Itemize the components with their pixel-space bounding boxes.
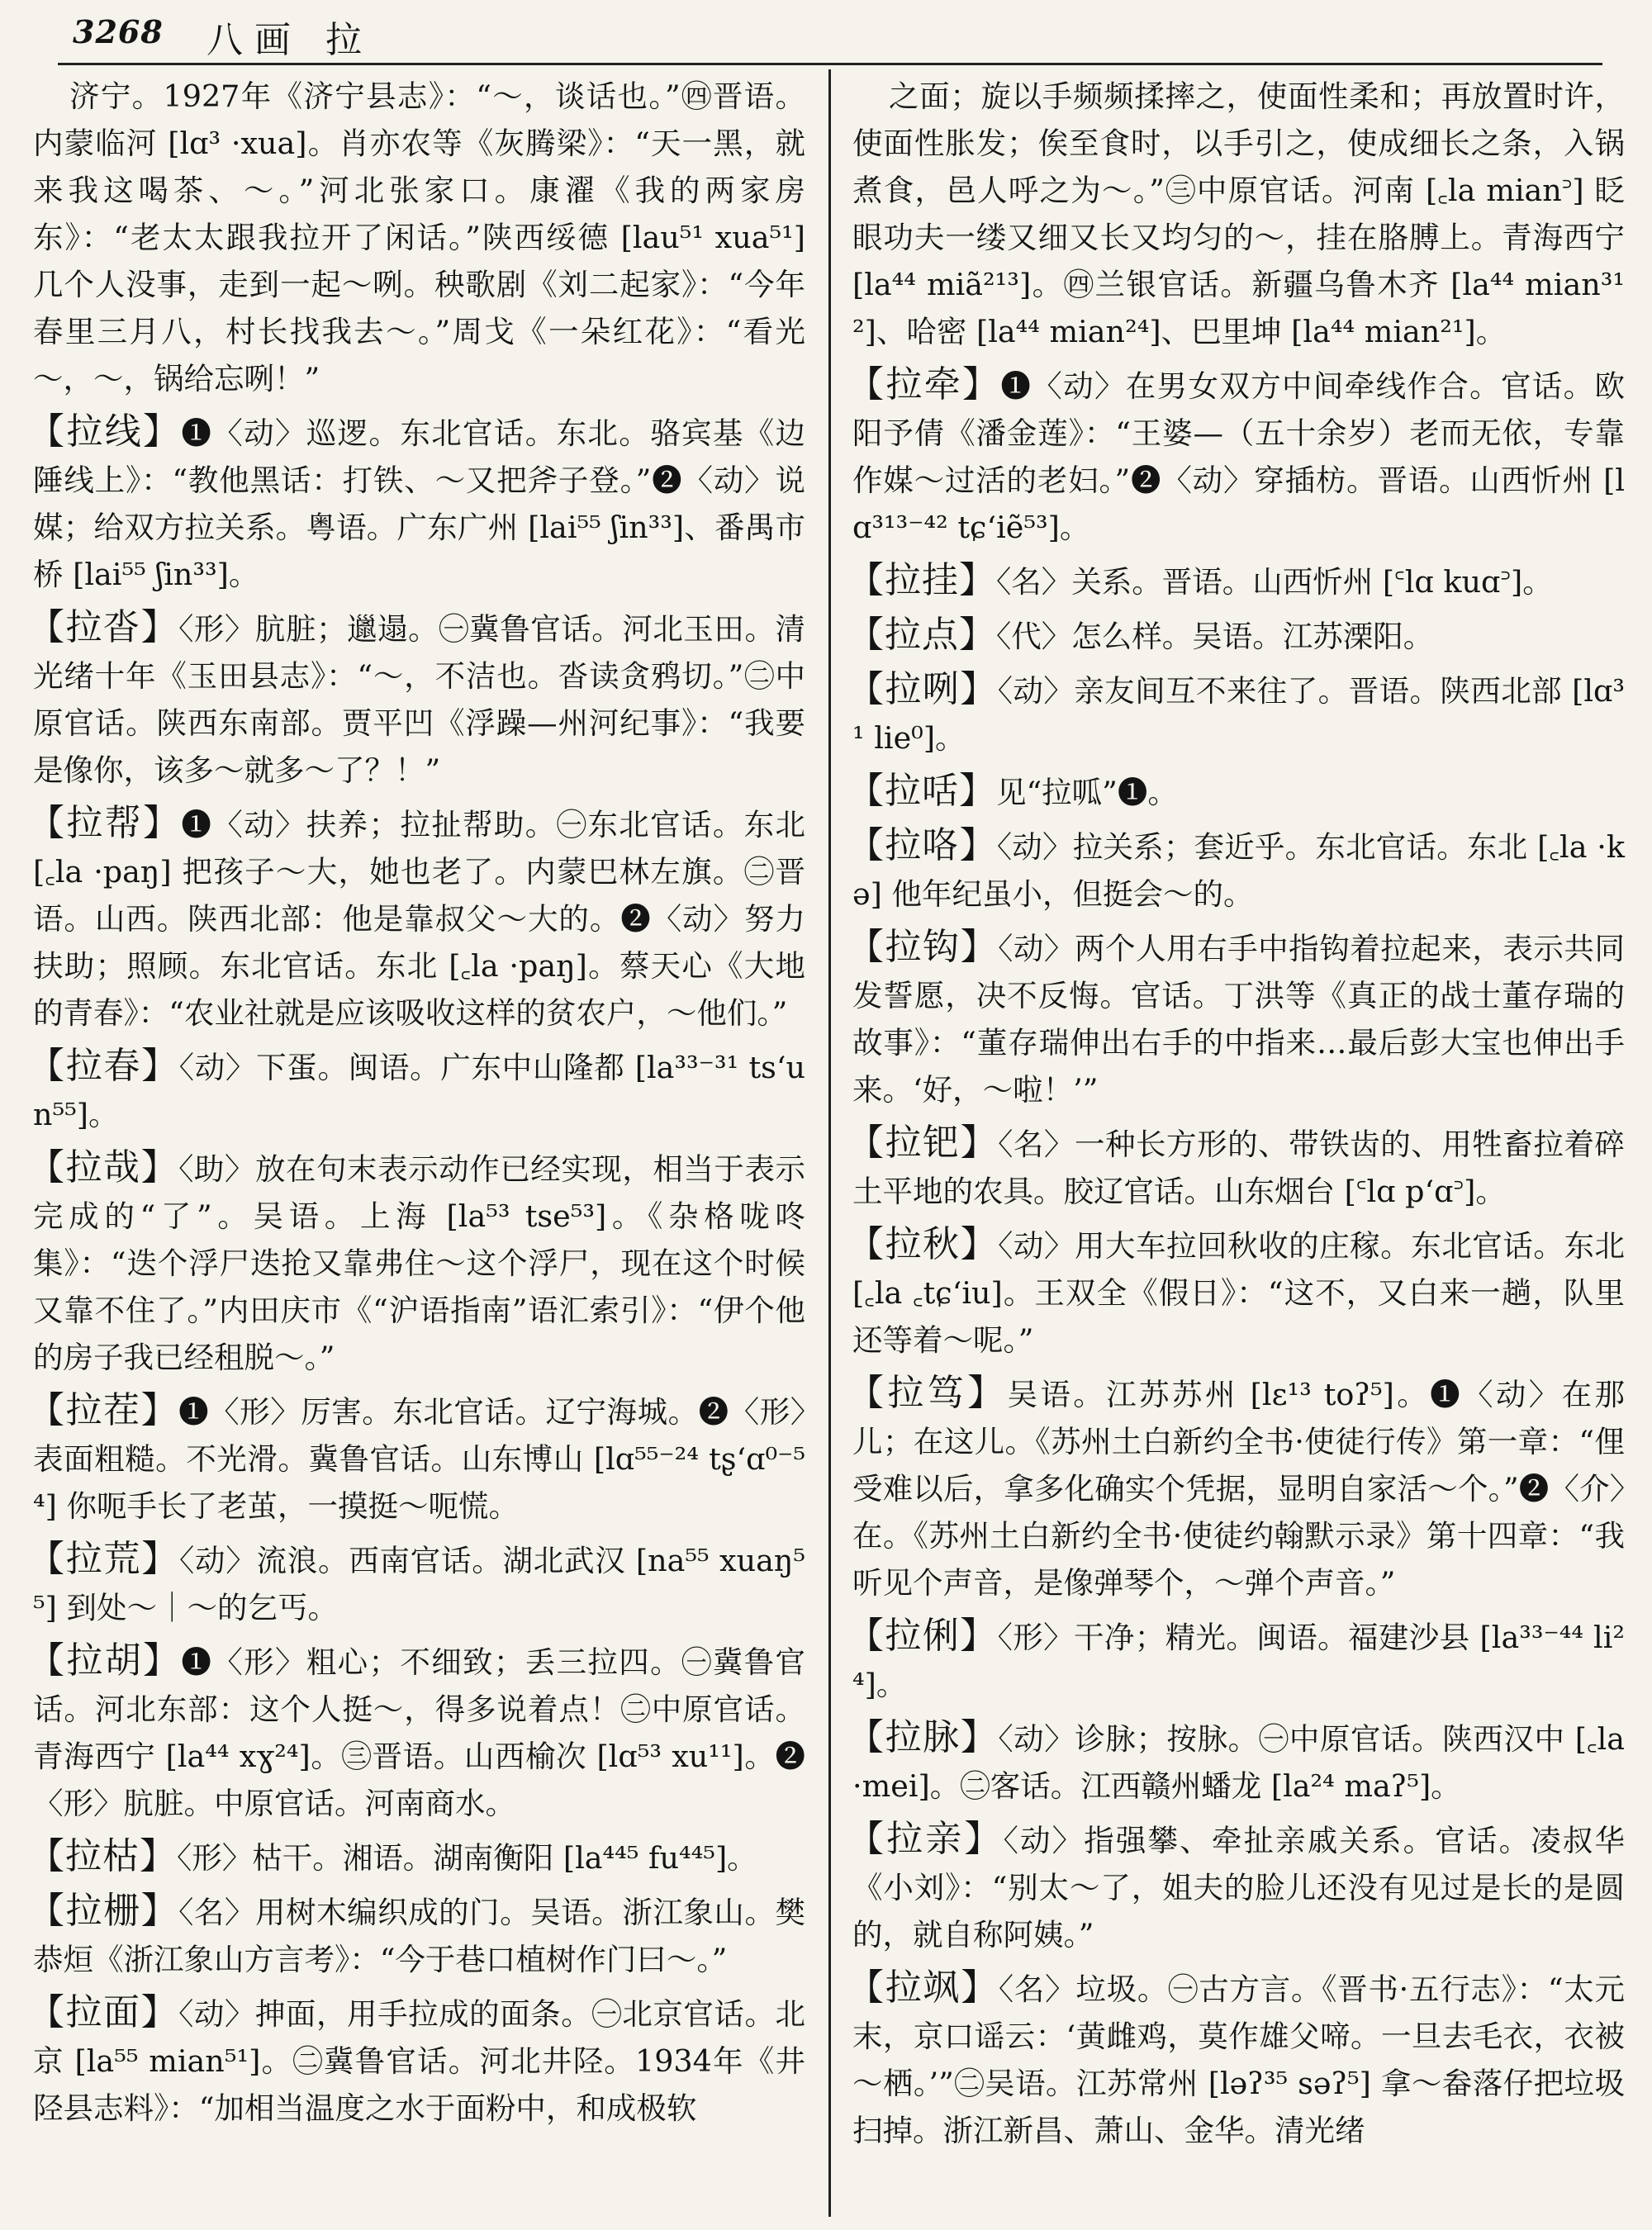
dictionary-entry bbox=[28, 1637, 806, 1827]
dictionary-entry bbox=[847, 1119, 1625, 1215]
dictionary-entry bbox=[28, 1833, 805, 1881]
column-divider bbox=[828, 69, 831, 2217]
entry-definition: 吴语。江苏苏州 [lɛ¹³ toʔ⁵]。❶〈动〉在那儿；在这儿。《苏州土白新约全书·使徒行传》第一章：“俚受难以后，拿多化确实个凭据，显明自家活～个。”❷〈介〉在。《苏州土白新约全书·使徒约翰默示录》第十四章：“我听见个声音，是像弹琴个，～弹个声音。” bbox=[852, 1377, 1626, 1601]
dictionary-entry bbox=[28, 604, 805, 794]
entry-definition: 〈形〉干净；精光。闽语。福建沙县 [la³³⁻⁴⁴ li²⁴]。 bbox=[852, 1620, 1625, 1702]
page-header bbox=[0, 0, 1652, 71]
entry-definition: 之面；旋以手频频揉摔之，使面性柔和；再放置时许，使面性胀发；俟至食时，以手引之，使成细长之条，入锅煮食，邑人呼之为～。”㊂中原官话。河南 [꜀la mian꜄] 眨眼功夫一缕又细又长又均匀的～，挂在胳膊上。青海西宁 [la⁴⁴ miã²¹³]。㊃兰银官话。新疆乌鲁木齐 [la⁴⁴ mian³¹²]、哈密 [la⁴⁴ mian²⁴]、巴里坤 [la⁴⁴ mian²¹]。 bbox=[852, 78, 1625, 349]
entry-definition: ❶〈动〉在男女双方中间牵线作合。官话。欧阳予倩《潘金莲》：“王婆—（五十余岁）老而无依，专靠作媒～过活的老妇。”❷〈动〉穿插枋。晋语。山西忻州 [lɑ³¹³⁻⁴² tɕ‘iẽ⁵³]。 bbox=[852, 368, 1626, 545]
dictionary-entry bbox=[847, 1612, 1625, 1708]
entry-definition: ❶〈形〉粗心；不细致；丢三拉四。㊀冀鲁官话。河北东部：这个人挺～，得多说着点！㊁中原官话。青海西宁 [la⁴⁴ xɣ²⁴]。㊂晋语。山西榆次 [lɑ⁵³ xu¹¹]。❷〈形〉肮脏。中原官话。河南商水。 bbox=[33, 1644, 806, 1821]
entry-definition: 〈名〉垃圾。㊀古方言。《晋书·五行志》：“太元末，京口谣云：‘黄雌鸡，莫作雄父啼。一旦去毛衣，衣被～栖。’”㊁吴语。江苏常州 [ləʔ³⁵ səʔ⁵] 拿～畚落仔把垃圾扫掉。浙江新昌、萧山、金华。清光绪 bbox=[852, 1971, 1625, 2148]
dictionary-entry bbox=[28, 1887, 805, 1983]
entry-definition: 〈名〉用树木编织成的门。吴语。浙江象山。樊恭烜《浙江象山方言考》：“今于巷口植树作门曰～。” bbox=[33, 1895, 805, 1977]
entry-headword: 【拉春】 bbox=[28, 1045, 179, 1087]
entry-headword: 【拉枯】 bbox=[28, 1835, 177, 1877]
entry-continuation bbox=[852, 73, 1625, 355]
dictionary-entry bbox=[28, 1387, 805, 1530]
entry-headword: 【拉脉】 bbox=[847, 1716, 999, 1758]
entry-headword: 【拉飒】 bbox=[847, 1967, 999, 2009]
entry-definition: 〈动〉流浪。西南官话。湖北武汉 [na⁵⁵ xuaŋ⁵⁵] 到处～｜～的乞丐。 bbox=[33, 1543, 805, 1625]
page-number: 3268 bbox=[73, 13, 164, 50]
entry-headword: 【拉俐】 bbox=[847, 1615, 998, 1657]
entry-headword: 【拉栅】 bbox=[28, 1890, 179, 1932]
dictionary-entry bbox=[847, 1369, 1626, 1606]
entry-headword: 【拉哉】 bbox=[28, 1146, 179, 1189]
entry-definition: 〈动〉亲友间互不来往了。晋语。陕西北部 [lɑ³¹ lie⁰]。 bbox=[852, 673, 1626, 756]
right-column bbox=[847, 73, 1626, 2160]
dictionary-entry bbox=[847, 611, 1625, 660]
page-section-title: 八画 拉 bbox=[206, 19, 373, 61]
entry-definition: 〈名〉一种长方形的、带铁齿的、用牲畜拉着碎土平地的农具。胶辽官话。山东烟台 [꜂lɑ p‘ɑ꜄]。 bbox=[852, 1127, 1625, 1209]
dictionary-entry bbox=[847, 1221, 1625, 1364]
entry-headword: 【拉胡】 bbox=[28, 1639, 182, 1682]
entry-headword: 【拉沓】 bbox=[28, 606, 179, 648]
entry-definition: 〈动〉下蛋。闽语。广东中山隆都 [la³³⁻³¹ ts‘un⁵⁵]。 bbox=[33, 1050, 806, 1132]
entry-headword: 【拉钯】 bbox=[847, 1122, 999, 1164]
dictionary-entry bbox=[847, 923, 1625, 1113]
entry-definition: 〈助〉放在句末表示动作已经实现，相当于表示完成的“了”。吴语。上海 [la⁵³ tse⁵³]。《杂格咙咚集》：“迭个浮尸迭抢又靠弗住～这个浮尸，现在这个时候又靠不住了。”内田庆市《“沪语指南”语汇索引》：“伊个他的房子我已经租脱～。” bbox=[33, 1151, 805, 1375]
entry-definition: 〈名〉关系。晋语。山西忻州 [꜂lɑ kuɑ꜄]。 bbox=[996, 564, 1553, 600]
dictionary-entry bbox=[847, 1964, 1625, 2154]
entry-definition: 〈动〉两个人用右手中指钩着拉起来，表示共同发誓愿，决不反悔。官话。丁洪等《真正的战士董存瑞的故事》：“董存瑞伸出右手的中指来…最后彭大宝也伸出手来。‘好，～啦！’” bbox=[852, 931, 1625, 1108]
entry-definition: 〈形〉枯干。湘语。湖南衡阳 [la⁴⁴⁵ fu⁴⁴⁵]。 bbox=[177, 1840, 757, 1876]
entry-headword: 【拉钩】 bbox=[847, 926, 999, 968]
dictionary-entry bbox=[847, 1714, 1626, 1810]
entry-headword: 【拉牵】 bbox=[847, 363, 1001, 406]
dictionary-entry bbox=[28, 1535, 805, 1631]
dictionary-entry bbox=[28, 1144, 805, 1381]
dictionary-entry bbox=[28, 1042, 806, 1138]
entry-headword: 【拉咯】 bbox=[847, 824, 997, 866]
entry-definition: 济宁。1927年《济宁县志》：“～，谈话也。”㊃晋语。内蒙临河 [lɑ³ ·xua]。肖亦农等《灰腾梁》：“天一黑，就来我这喝茶、～。”河北张家口。康濯《我的两家房东》：“老太太跟我拉开了闲话。”陕西绥德 [lau⁵¹ xua⁵¹] 几个人没事，走到一起～咧。秧歌剧《刘二起家》：“今年春里三月八，村长找我去～。”周戈《一朵红花》：“看光～，～，锅给忘咧！” bbox=[33, 78, 805, 396]
entry-definition: ❶〈动〉扶养；拉扯帮助。㊀东北官话。东北 [꜀la ·paŋ] 把孩子～大，她也老了。内蒙巴林左旗。㊁晋语。山西。陕西北部：他是靠叔父～大的。❷〈动〉努力扶助；照顾。东北官话。东北 [꜀la ·paŋ]。蔡天心《大地的青春》：“农业社就是应该吸收这样的贫农户，～他们。” bbox=[33, 807, 806, 1031]
entry-definition: 〈代〉怎么样。吴语。江苏溧阳。 bbox=[996, 619, 1434, 654]
entry-definition: 〈动〉指强攀、牵扯亲戚关系。官话。凌叔华《小刘》：“别太～了，姐夫的脸儿还没有见过是长的是圆的，就自称阿姨。” bbox=[852, 1823, 1626, 1952]
entry-headword: 【拉面】 bbox=[28, 1991, 179, 2033]
dictionary-entry bbox=[28, 408, 806, 598]
entry-headword: 【拉荒】 bbox=[28, 1538, 180, 1580]
entry-definition: ❶〈形〉厉害。东北官话。辽宁海城。❷〈形〉表面粗糙。不光滑。冀鲁官话。山东博山 [lɑ⁵⁵⁻²⁴ tʂ‘ɑ⁰⁻⁵⁴] 你呃手长了老茧，一摸挺～呃慌。 bbox=[33, 1394, 805, 1524]
entry-definition: 〈动〉拉关系；套近乎。东北官话。东北 [꜀la ·kə] 他年纪虽小，但挺会～的。 bbox=[852, 829, 1626, 912]
entry-headword: 【拉线】 bbox=[28, 410, 182, 453]
entry-definition: 〈动〉诊脉；按脉。㊀中原官话。陕西汉中 [꜀la ·mei]。㊁客话。江西赣州蟠龙 [la²⁴ maʔ⁵]。 bbox=[852, 1721, 1626, 1804]
entry-headword: 【拉笃】 bbox=[847, 1372, 1008, 1414]
entry-definition: 〈动〉用大车拉回秋收的庄稼。东北官话。东北 [꜀la ꜀tɕ‘iu]。王双全《假日》：“这不，又白来一趟，队里还等着～呢。” bbox=[852, 1228, 1625, 1358]
dictionary-entry bbox=[847, 767, 1625, 816]
entry-headword: 【拉茬】 bbox=[28, 1389, 179, 1431]
left-column bbox=[28, 73, 806, 2137]
entry-headword: 【拉点】 bbox=[847, 614, 996, 656]
dictionary-entry bbox=[847, 557, 1625, 605]
entry-headword: 【拉咶】 bbox=[847, 770, 996, 812]
entry-definition: 〈形〉肮脏；邋遢。㊀冀鲁官话。河北玉田。清光绪十年《玉田县志》：“～，不洁也。沓读贪鸦切。”㊁中原官话。陕西东南部。贾平凹《浮躁—州河纪事》：“我要是像你，该多～就多～了？！” bbox=[33, 611, 805, 788]
dictionary-entry bbox=[28, 1989, 805, 2132]
entry-continuation bbox=[33, 73, 805, 402]
entry-headword: 【拉秋】 bbox=[847, 1223, 999, 1265]
entry-headword: 【拉帮】 bbox=[28, 802, 182, 844]
dictionary-entry bbox=[847, 361, 1626, 551]
entry-headword: 【拉挂】 bbox=[847, 559, 996, 601]
entry-headword: 【拉亲】 bbox=[847, 1818, 1004, 1860]
dictionary-entry bbox=[847, 822, 1626, 918]
dictionary-entry bbox=[28, 799, 806, 1037]
entry-definition: 〈动〉抻面，用手拉成的面条。㊀北京官话。北京 [la⁵⁵ mian⁵¹]。㊁冀鲁官话。河北井陉。1934年《井陉县志料》：“加相当温度之水于面粉中，和成极软 bbox=[33, 1996, 805, 2126]
dictionary-entry bbox=[847, 1815, 1626, 1958]
entry-definition: ❶〈动〉巡逻。东北官话。东北。骆宾基《边陲线上》：“教他黑话：打铁、～又把斧子登。”❷〈动〉说媒；给双方拉关系。粤语。广东广州 [lai⁵⁵ ʃin³³]、番禺市桥 [lai⁵⁵ ʃin³³]。 bbox=[33, 415, 806, 592]
header-rule bbox=[58, 63, 1602, 65]
entry-definition: 见“拉呱”❶。 bbox=[996, 775, 1178, 810]
dictionary-entry bbox=[847, 666, 1626, 762]
entry-headword: 【拉咧】 bbox=[847, 668, 998, 710]
